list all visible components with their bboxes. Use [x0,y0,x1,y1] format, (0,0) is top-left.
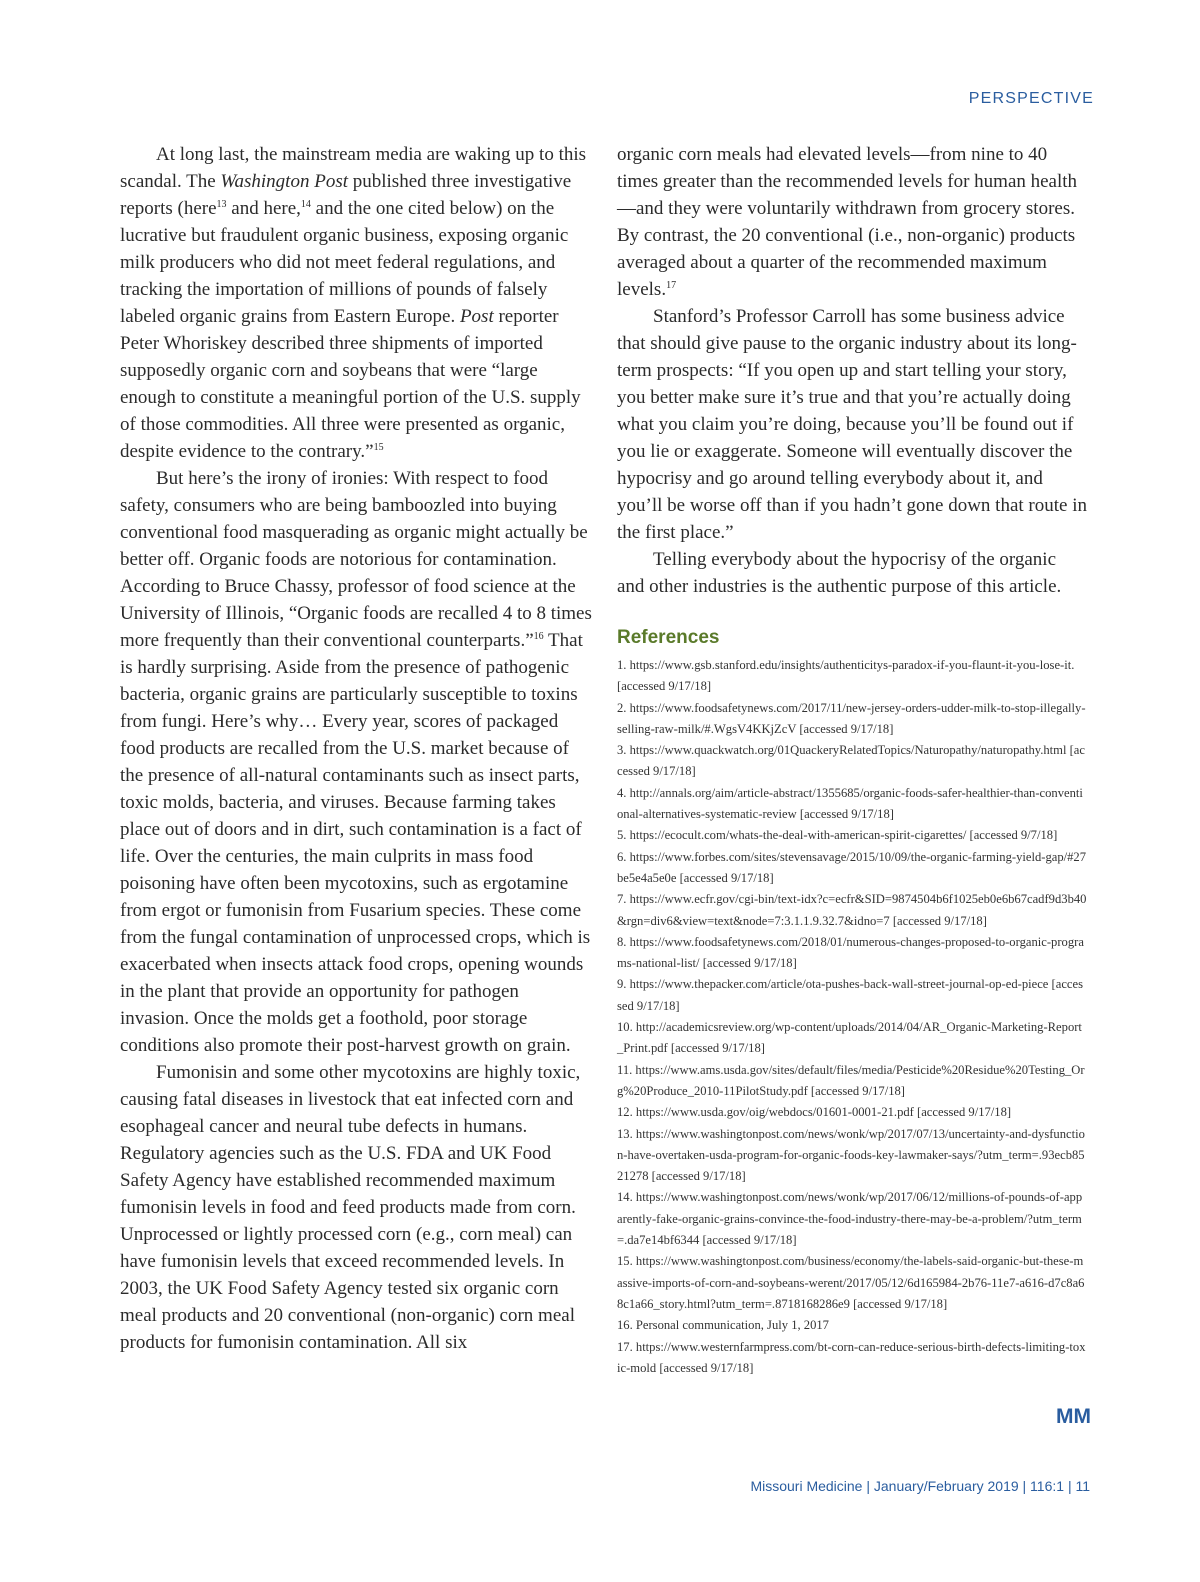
paragraph: Stanford’s Professor Carroll has some business advice that should give pause to the organic industry about its long-term prospects: “If you open up and start telling your story, you better make sure it’s true and that you’re actually doing what you claim you’re doing, because you’ll be found out if you lie or exaggerate. Someone will eventually discover the hypocrisy and go around telling everybody about it, and you’ll be worse off than if you hadn’t gone down that route in the first place.” [617,306,1087,543]
right-column [617,141,1087,1379]
reference-item: 8. https://www.foodsafetynews.com/2018/01/numerous-changes-proposed-to-organic-programs-national-list/ [accessed 9/17/18] [617,934,1084,971]
section-label: PERSPECTIVE [968,90,1094,107]
reference-item: 7. https://www.ecfr.gov/cgi-bin/text-idx?c=ecfr&SID=9874504b6f1025eb0e6b67cadf9d3b40&rgn=div6&view=text&node=7:3.1.1.9.32.7&idno=7 [accessed 9/17/18] [617,892,1087,928]
reference-item: 14. https://www.washingtonpost.com/news/wonk/wp/2017/06/12/millions-of-pounds-of-apparently-fake-organic-grains-convince-the-food-industry-there-may-be-a-problem/?utm_term=.da7e14bf6344 [accessed 9/17/18] [617,1190,1083,1248]
reference-item: 12. https://www.usda.gov/oig/webdocs/01601-0001-21.pdf [accessed 9/17/18] [617,1105,1012,1120]
page-footer: Missouri Medicine | January/February 2019 | 116:1 | 11 [750,1478,1090,1494]
reference-item: 16. Personal communication, July 1, 2017 [617,1318,829,1333]
reference-item: 4. http://annals.org/aim/article-abstract/1355685/organic-foods-safer-healthier-than-conventional-alternatives-systematic-review [accessed 9/17/18] [617,785,1083,822]
paragraph: Telling everybody about the hypocrisy of the organic and other industries is the authentic purpose of this article. [617,549,1062,597]
reference-item: 5. https://ecocult.com/whats-the-deal-with-american-spirit-cigarettes/ [accessed 9/7/18] [617,828,1058,843]
reference-item: 13. https://www.washingtonpost.com/news/wonk/wp/2017/07/13/uncertainty-and-dysfunction-have-overtaken-usda-program-for-organic-foods-key-lawmaker-says/?utm_term=.93ecb8521278 [accessed 9/17/18] [617,1126,1085,1184]
reference-item: 9. https://www.thepacker.com/article/ota-pushes-back-wall-street-journal-op-ed-piece [accessed 9/17/18] [617,977,1083,1013]
reference-item: 1. https://www.gsb.stanford.edu/insights/authenticitys-paradox-if-you-flaunt-it-you-lose-it. [accessed 9/17/18] [617,658,1075,694]
end-mark-logo: MM [1056,1405,1091,1428]
reference-item: 15. https://www.washingtonpost.com/business/economy/the-labels-said-organic-but-these-massive-imports-of-corn-and-soybeans-werent/2017/05/12/6d165984-2b76-11e7-a616-d7c8a68c1a66_story.html?utm_term=.8718168286e9 [accessed 9/17/18] [617,1254,1085,1311]
paragraph: At long last, the mainstream media are waking up to this scandal. The Washington Post published three investigative reports (here$^{13}$ and here,$^{14}$ and the one cited below) on the lucrative but fraudulent organic business, exposing organic milk producers who did not meet federal regulations, and tracking the importation of millions of pounds of falsely labeled organic grains from Eastern Europe. Post reporter Peter Whoriskey described three shipments of imported supposedly organic corn and soybeans that were “large enough to constitute a meaningful portion of the U.S. supply of those commodities. All three were presented as organic, despite evidence to the contrary.”$^{15}$ [120,144,587,462]
paragraph: Fumonisin and some other mycotoxins are highly toxic, causing fatal diseases in livestock that eat infected corn and esophageal cancer and neural tube defects in humans. Regulatory agencies such as the U.S. FDA and UK Food Safety Agency have established recommended maximum fumonisin levels in food and feed products made from corn. Unprocessed or lightly processed corn (e.g., corn meal) can have fumonisin levels that exceed recommended levels. In 2003, the UK Food Safety Agency tested six organic corn meal products and 20 conventional (non-organic) corn meal products for fumonisin contamination. All six [120,1062,581,1353]
left-column [120,141,592,1356]
reference-item: 6. https://www.forbes.com/sites/stevensavage/2015/10/09/the-organic-farming-yield-gap/#27be5e4a5e0e [accessed 9/17/18] [617,849,1087,885]
paragraph: organic corn meals had elevated levels—from nine to 40 times greater than the recommended levels for human health—and they were voluntarily withdrawn from grocery stores. By contrast, the 20 conventional (i.e., non-organic) products averaged about a quarter of the recommended maximum levels.$^{17}$ [617,144,1078,300]
references-heading: References [617,627,720,648]
reference-item: 3. https://www.quackwatch.org/01QuackeryRelatedTopics/Naturopathy/naturopathy.html [accessed 9/17/18] [617,743,1085,779]
reference-item: 2. https://www.foodsafetynews.com/2017/11/new-jersey-orders-udder-milk-to-stop-illegally-selling-raw-milk/#.WgsV4KKjZcV [accessed 9/17/18] [617,700,1086,736]
paragraph: But here’s the irony of ironies: With respect to food safety, consumers who are being bamboozled into buying conventional food masquerading as organic might actually be better off. Organic foods are notorious for contamination. According to Bruce Chassy, professor of food science at the University of Illinois, “Organic foods are recalled 4 to 8 times more frequently than their conventional counterparts.”$^{16}$ That is hardly surprising. Aside from the presence of pathogenic bacteria, organic grains are particularly susceptible to toxins from fungi. Here’s why… Every year, scores of packaged food products are recalled from the U.S. market because of the presence of all-natural contaminants such as insect parts, toxic molds, bacteria, and viruses. Because farming takes place out of doors and in dirt, such contamination is a fact of life. Over the centuries, the main culprits in mass food poisoning have often been mycotoxins, such as ergotamine from ergot or fumonisin from Fusarium species. These come from the fungal contamination of unprocessed crops, which is exacerbated when insects attack food crops, opening wounds in the plant that provide an opportunity for pathogen invasion. Once the molds get a foothold, poor storage conditions also promote their post-harvest growth on grain. [120,468,592,1056]
references-list [617,655,1087,1379]
reference-item: 11. https://www.ams.usda.gov/sites/default/files/media/Pesticide%20Residue%20Testing_Org%20Produce_2010-11PilotStudy.pdf [accessed 9/17/18] [617,1062,1085,1098]
reference-item: 10. http://academicsreview.org/wp-content/uploads/2014/04/AR_Organic-Marketing-Report_Print.pdf [accessed 9/17/18] [617,1020,1082,1056]
reference-item: 17. https://www.westernfarmpress.com/bt-corn-can-reduce-serious-birth-defects-limiting-toxic-mold [accessed 9/17/18] [617,1339,1086,1375]
